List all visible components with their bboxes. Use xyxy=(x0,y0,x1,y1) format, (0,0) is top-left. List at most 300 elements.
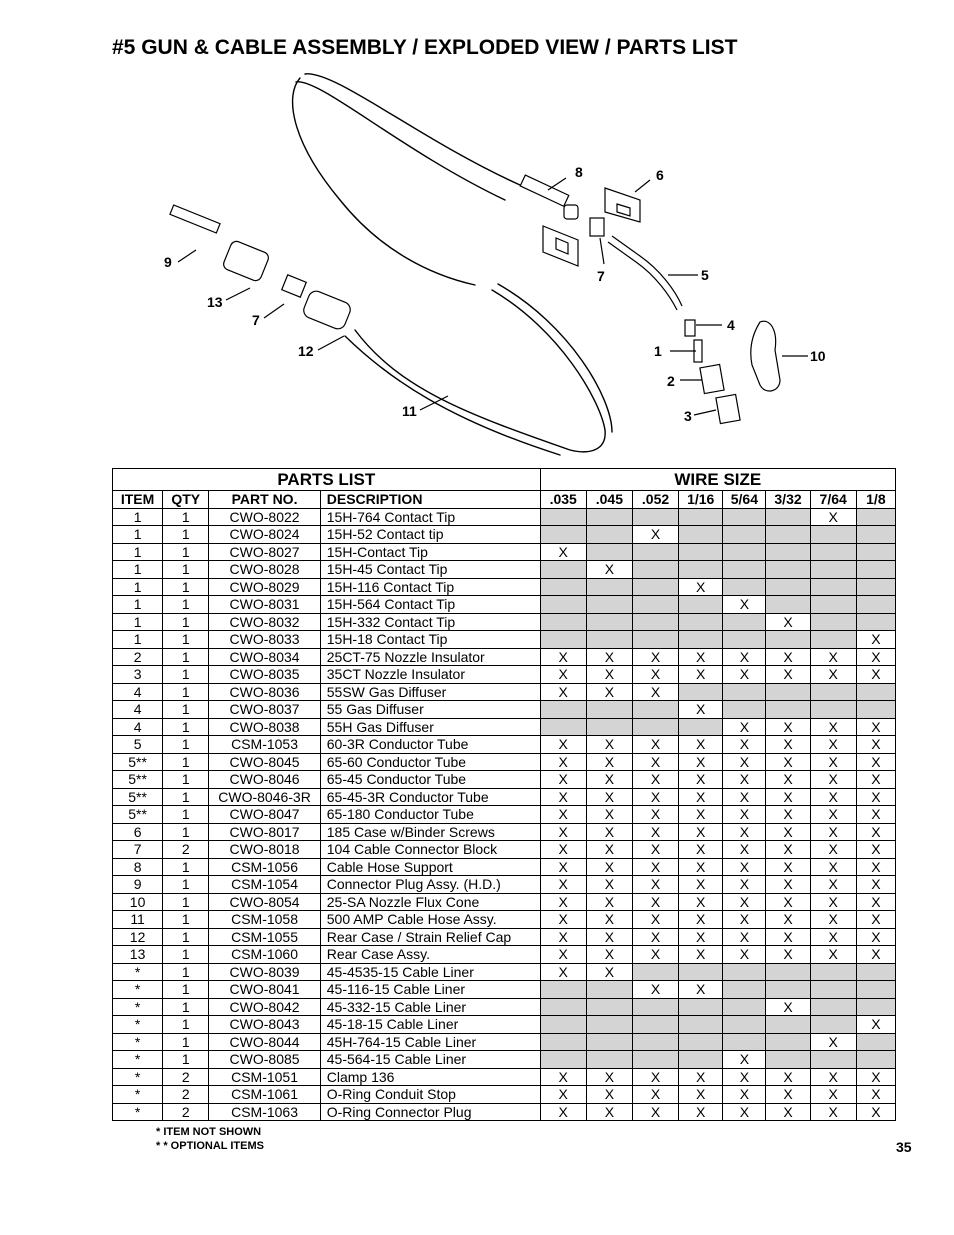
description-cell: 55 Gas Diffuser xyxy=(320,701,540,719)
wire-size-cell: X xyxy=(766,998,810,1016)
wire-size-cell xyxy=(723,526,766,544)
table-row xyxy=(113,526,896,544)
item-cell: * xyxy=(113,1033,163,1051)
item-cell: 1 xyxy=(113,596,163,614)
wire-size-cell xyxy=(632,543,678,561)
wire-size-cell: X xyxy=(586,561,632,579)
description-cell: 60-3R Conductor Tube xyxy=(320,736,540,754)
wire-size-cell xyxy=(723,543,766,561)
qty-cell: 1 xyxy=(163,648,209,666)
wire-size-cell: X xyxy=(540,911,586,929)
wire-size-cell: X xyxy=(766,876,810,894)
wire-size-cell xyxy=(679,508,723,526)
wire-size-cell xyxy=(586,578,632,596)
wire-size-cell xyxy=(766,1033,810,1051)
wire-size-cell xyxy=(856,508,895,526)
description-cell: 65-180 Conductor Tube xyxy=(320,806,540,824)
part-number-cell: CSM-1058 xyxy=(209,911,320,929)
item-cell: 11 xyxy=(113,911,163,929)
item-cell: * xyxy=(113,1086,163,1104)
wire-size-cell xyxy=(679,683,723,701)
wire-size-cell xyxy=(540,596,586,614)
qty-cell: 1 xyxy=(163,998,209,1016)
wire-size-cell: X xyxy=(766,736,810,754)
wire-size-cell xyxy=(766,1016,810,1034)
wire-size-cell: X xyxy=(810,736,856,754)
wire-size-cell xyxy=(540,561,586,579)
wire-size-cell: X xyxy=(540,788,586,806)
column-header: QTY xyxy=(163,491,209,509)
wire-size-cell: X xyxy=(810,823,856,841)
wire-size-cell xyxy=(586,1016,632,1034)
wire-size-cell: X xyxy=(679,893,723,911)
item-cell: 12 xyxy=(113,928,163,946)
table-row xyxy=(113,858,896,876)
description-cell: 45H-764-15 Cable Liner xyxy=(320,1033,540,1051)
description-cell: 15H-332 Contact Tip xyxy=(320,613,540,631)
table-row xyxy=(113,946,896,964)
table-row xyxy=(113,928,896,946)
table-row xyxy=(113,736,896,754)
part-number-cell: CWO-8031 xyxy=(209,596,320,614)
description-cell: 104 Cable Connector Block xyxy=(320,841,540,859)
wire-size-cell xyxy=(856,596,895,614)
wire-size-cell xyxy=(810,981,856,999)
callout-7: 7 xyxy=(597,268,605,284)
wire-size-cell: X xyxy=(540,1068,586,1086)
wire-size-cell: X xyxy=(723,1086,766,1104)
description-cell: O-Ring Connector Plug xyxy=(320,1103,540,1121)
item-cell: 5 xyxy=(113,736,163,754)
wire-size-cell xyxy=(856,561,895,579)
description-cell: 15H-Contact Tip xyxy=(320,543,540,561)
item-cell: * xyxy=(113,1016,163,1034)
table-row xyxy=(113,823,896,841)
qty-cell: 1 xyxy=(163,1016,209,1034)
wire-size-cell: X xyxy=(540,823,586,841)
wire-size-cell: X xyxy=(810,1033,856,1051)
part-number-cell: CWO-8032 xyxy=(209,613,320,631)
wire-size-cell xyxy=(810,683,856,701)
callout-13: 13 xyxy=(207,294,223,310)
wire-size-cell xyxy=(723,1016,766,1034)
qty-cell: 2 xyxy=(163,1068,209,1086)
wire-size-cell: X xyxy=(632,648,678,666)
wire-size-cell xyxy=(586,1051,632,1069)
qty-cell: 1 xyxy=(163,683,209,701)
table-row xyxy=(113,666,896,684)
description-cell: 45-564-15 Cable Liner xyxy=(320,1051,540,1069)
wire-size-cell: X xyxy=(540,876,586,894)
wire-size-cell: X xyxy=(810,911,856,929)
part-number-cell: CWO-8043 xyxy=(209,1016,320,1034)
part-number-cell: CWO-8022 xyxy=(209,508,320,526)
wire-size-cell: X xyxy=(540,1086,586,1104)
qty-cell: 1 xyxy=(163,578,209,596)
wire-size-cell xyxy=(766,701,810,719)
wire-size-cell: X xyxy=(723,876,766,894)
wire-size-cell: X xyxy=(679,876,723,894)
wire-size-cell: X xyxy=(766,753,810,771)
wire-size-cell xyxy=(856,613,895,631)
wire-size-cell xyxy=(810,1016,856,1034)
wire-size-cell: X xyxy=(856,753,895,771)
wire-size-cell: X xyxy=(540,841,586,859)
qty-cell: 1 xyxy=(163,823,209,841)
part-number-cell: CSM-1055 xyxy=(209,928,320,946)
wire-size-cell: X xyxy=(632,928,678,946)
table-row xyxy=(113,806,896,824)
wire-size-cell: X xyxy=(723,893,766,911)
wire-size-cell: X xyxy=(723,666,766,684)
qty-cell: 1 xyxy=(163,771,209,789)
wire-size-cell xyxy=(632,631,678,649)
part-number-cell: CWO-8027 xyxy=(209,543,320,561)
wire-size-cell: X xyxy=(856,841,895,859)
item-cell: 1 xyxy=(113,631,163,649)
wire-size-cell: X xyxy=(679,806,723,824)
wire-size-cell: X xyxy=(679,928,723,946)
wire-size-cell: X xyxy=(540,806,586,824)
table-row xyxy=(113,631,896,649)
wire-size-cell: X xyxy=(723,911,766,929)
table-row xyxy=(113,596,896,614)
wire-size-cell: X xyxy=(766,788,810,806)
wire-size-cell xyxy=(856,701,895,719)
qty-cell: 1 xyxy=(163,526,209,544)
wire-size-cell: X xyxy=(766,911,810,929)
callout-11: 11 xyxy=(402,403,417,419)
wire-size-cell: X xyxy=(586,648,632,666)
wire-size-cell: X xyxy=(766,823,810,841)
part-number-cell: CWO-8028 xyxy=(209,561,320,579)
wire-size-cell: X xyxy=(586,946,632,964)
wire-size-cell: X xyxy=(766,648,810,666)
wire-size-cell: X xyxy=(856,1103,895,1121)
wire-size-cell: X xyxy=(723,1068,766,1086)
part-number-cell: CWO-8038 xyxy=(209,718,320,736)
part-number-cell: CWO-8033 xyxy=(209,631,320,649)
wire-size-cell: X xyxy=(810,753,856,771)
wire-size-cell: X xyxy=(766,946,810,964)
callout-7: 7 xyxy=(252,312,260,328)
wire-size-cell: X xyxy=(766,893,810,911)
wire-size-cell: X xyxy=(679,981,723,999)
wire-size-cell xyxy=(632,1016,678,1034)
wire-size-cell: X xyxy=(586,1086,632,1104)
item-cell: * xyxy=(113,963,163,981)
wire-size-cell: X xyxy=(723,1103,766,1121)
item-cell: 5** xyxy=(113,771,163,789)
wire-size-cell xyxy=(679,596,723,614)
wire-size-cell xyxy=(632,1033,678,1051)
wire-size-cell: X xyxy=(586,893,632,911)
wire-size-cell: X xyxy=(810,806,856,824)
part-number-cell: CSM-1056 xyxy=(209,858,320,876)
callout-5: 5 xyxy=(701,267,709,283)
wire-size-cell xyxy=(856,683,895,701)
table-row xyxy=(113,771,896,789)
wire-size-cell xyxy=(632,596,678,614)
wire-size-cell: X xyxy=(540,648,586,666)
table-row xyxy=(113,1016,896,1034)
description-cell: Clamp 136 xyxy=(320,1068,540,1086)
part-number-cell: CWO-8034 xyxy=(209,648,320,666)
qty-cell: 1 xyxy=(163,753,209,771)
wire-size-cell: X xyxy=(810,666,856,684)
wire-size-cell xyxy=(540,631,586,649)
wire-size-cell xyxy=(723,561,766,579)
table-row xyxy=(113,788,896,806)
wire-size-cell: X xyxy=(810,893,856,911)
wire-size-cell: X xyxy=(766,771,810,789)
item-cell: 4 xyxy=(113,701,163,719)
wire-size-cell xyxy=(810,578,856,596)
wire-size-cell xyxy=(810,963,856,981)
wire-size-cell: X xyxy=(856,1068,895,1086)
table-row xyxy=(113,876,896,894)
table-row xyxy=(113,911,896,929)
wire-size-cell: X xyxy=(723,596,766,614)
wire-size-cell: X xyxy=(540,543,586,561)
wire-size-cell: X xyxy=(856,823,895,841)
wire-size-cell: X xyxy=(632,858,678,876)
wire-size-cell xyxy=(632,701,678,719)
description-cell: 45-332-15 Cable Liner xyxy=(320,998,540,1016)
item-cell: 1 xyxy=(113,508,163,526)
wire-size-cell: X xyxy=(723,806,766,824)
qty-cell: 1 xyxy=(163,876,209,894)
wire-size-cell xyxy=(856,526,895,544)
part-number-cell: CWO-8029 xyxy=(209,578,320,596)
wire-size-cell: X xyxy=(586,771,632,789)
wire-size-cell: X xyxy=(586,911,632,929)
wire-size-cell: X xyxy=(766,928,810,946)
wire-size-cell: X xyxy=(723,928,766,946)
part-number-cell: CWO-8045 xyxy=(209,753,320,771)
column-header: 1/8 xyxy=(856,491,895,509)
description-cell: Rear Case Assy. xyxy=(320,946,540,964)
wire-size-cell: X xyxy=(810,928,856,946)
item-cell: 9 xyxy=(113,876,163,894)
wire-size-cell xyxy=(540,613,586,631)
wire-size-cell xyxy=(632,561,678,579)
wire-size-cell xyxy=(766,543,810,561)
table-row xyxy=(113,841,896,859)
wire-size-cell: X xyxy=(679,736,723,754)
wire-size-cell xyxy=(586,1033,632,1051)
wire-size-cell: X xyxy=(632,1068,678,1086)
wire-size-cell: X xyxy=(632,771,678,789)
table-row xyxy=(113,718,896,736)
wire-size-cell: X xyxy=(586,963,632,981)
wire-size-cell xyxy=(586,613,632,631)
wire-size-cell: X xyxy=(586,1068,632,1086)
callout-9: 9 xyxy=(164,254,172,270)
wire-size-cell: X xyxy=(856,946,895,964)
part-number-cell: CWO-8047 xyxy=(209,806,320,824)
item-cell: 8 xyxy=(113,858,163,876)
part-number-cell: CSM-1063 xyxy=(209,1103,320,1121)
table-row xyxy=(113,701,896,719)
part-number-cell: CWO-8036 xyxy=(209,683,320,701)
description-cell: Connector Plug Assy. (H.D.) xyxy=(320,876,540,894)
part-number-cell: CWO-8039 xyxy=(209,963,320,981)
wire-size-cell: X xyxy=(723,823,766,841)
table-row xyxy=(113,613,896,631)
wire-size-cell xyxy=(679,1033,723,1051)
part-number-cell: CWO-8046-3R xyxy=(209,788,320,806)
wire-size-cell xyxy=(540,718,586,736)
description-cell: 35CT Nozzle Insulator xyxy=(320,666,540,684)
table-row xyxy=(113,753,896,771)
wire-size-cell: X xyxy=(766,858,810,876)
wire-size-cell xyxy=(723,613,766,631)
description-cell: 15H-18 Contact Tip xyxy=(320,631,540,649)
qty-cell: 1 xyxy=(163,613,209,631)
wire-size-cell xyxy=(540,526,586,544)
wire-size-cell xyxy=(723,508,766,526)
wire-size-cell xyxy=(723,578,766,596)
column-header: 3/32 xyxy=(766,491,810,509)
wire-size-cell: X xyxy=(586,1103,632,1121)
item-cell: 5** xyxy=(113,753,163,771)
wire-size-cell xyxy=(723,701,766,719)
table-row xyxy=(113,963,896,981)
qty-cell: 1 xyxy=(163,718,209,736)
qty-cell: 1 xyxy=(163,701,209,719)
qty-cell: 1 xyxy=(163,858,209,876)
wire-size-cell xyxy=(723,981,766,999)
wire-size-cell xyxy=(586,596,632,614)
wire-size-cell: X xyxy=(856,1086,895,1104)
table-row xyxy=(113,981,896,999)
wire-size-cell: X xyxy=(810,1086,856,1104)
wire-size-cell: X xyxy=(679,841,723,859)
table-header-row xyxy=(113,469,896,491)
wire-size-cell: X xyxy=(679,788,723,806)
item-cell: 1 xyxy=(113,561,163,579)
qty-cell: 1 xyxy=(163,893,209,911)
wire-size-cell xyxy=(632,508,678,526)
description-cell: 15H-764 Contact Tip xyxy=(320,508,540,526)
wire-size-cell: X xyxy=(679,1086,723,1104)
wire-size-cell xyxy=(586,631,632,649)
wire-size-cell xyxy=(679,1016,723,1034)
column-header: 5/64 xyxy=(723,491,766,509)
wire-size-cell xyxy=(540,1033,586,1051)
wire-size-cell: X xyxy=(679,946,723,964)
wire-size-cell: X xyxy=(723,648,766,666)
column-header: 7/64 xyxy=(810,491,856,509)
wire-size-cell: X xyxy=(810,841,856,859)
wire-size-cell: X xyxy=(810,788,856,806)
table-row xyxy=(113,683,896,701)
wire-size-cell: X xyxy=(856,928,895,946)
wire-size-cell xyxy=(856,981,895,999)
wire-size-cell: X xyxy=(766,1068,810,1086)
parts-list-header: PARTS LIST xyxy=(113,469,541,491)
wire-size-cell: X xyxy=(856,631,895,649)
item-cell: 1 xyxy=(113,543,163,561)
wire-size-cell xyxy=(766,963,810,981)
wire-size-cell xyxy=(679,613,723,631)
wire-size-cell xyxy=(810,543,856,561)
qty-cell: 1 xyxy=(163,981,209,999)
item-cell: 10 xyxy=(113,893,163,911)
description-cell: 45-116-15 Cable Liner xyxy=(320,981,540,999)
wire-size-cell: X xyxy=(723,841,766,859)
description-cell: 65-45-3R Conductor Tube xyxy=(320,788,540,806)
item-cell: 13 xyxy=(113,946,163,964)
wire-size-cell: X xyxy=(586,788,632,806)
qty-cell: 1 xyxy=(163,543,209,561)
wire-size-cell: X xyxy=(679,771,723,789)
qty-cell: 1 xyxy=(163,1033,209,1051)
qty-cell: 2 xyxy=(163,1103,209,1121)
wire-size-cell xyxy=(723,963,766,981)
wire-size-cell: X xyxy=(856,911,895,929)
wire-size-cell: X xyxy=(810,771,856,789)
part-number-cell: CWO-8017 xyxy=(209,823,320,841)
wire-size-cell xyxy=(586,508,632,526)
part-number-cell: CWO-8035 xyxy=(209,666,320,684)
wire-size-cell xyxy=(766,596,810,614)
wire-size-cell: X xyxy=(540,683,586,701)
qty-cell: 1 xyxy=(163,561,209,579)
wire-size-cell: X xyxy=(810,946,856,964)
description-cell: 65-60 Conductor Tube xyxy=(320,753,540,771)
wire-size-cell: X xyxy=(679,578,723,596)
column-header: PART NO. xyxy=(209,491,320,509)
part-number-cell: CSM-1053 xyxy=(209,736,320,754)
wire-size-cell xyxy=(679,631,723,649)
table-row xyxy=(113,561,896,579)
item-cell: * xyxy=(113,998,163,1016)
wire-size-cell: X xyxy=(810,876,856,894)
callout-1: 1 xyxy=(654,343,662,359)
wire-size-cell: X xyxy=(679,911,723,929)
item-cell: 6 xyxy=(113,823,163,841)
wire-size-cell: X xyxy=(766,1086,810,1104)
wire-size-cell xyxy=(856,578,895,596)
wire-size-cell: X xyxy=(810,718,856,736)
wire-size-cell xyxy=(586,526,632,544)
wire-size-cell xyxy=(540,981,586,999)
column-header: 1/16 xyxy=(679,491,723,509)
item-cell: 2 xyxy=(113,648,163,666)
wire-size-cell: X xyxy=(856,858,895,876)
wire-size-header: WIRE SIZE xyxy=(540,469,895,491)
wire-size-cell: X xyxy=(632,736,678,754)
part-number-cell: CSM-1061 xyxy=(209,1086,320,1104)
table-row xyxy=(113,1033,896,1051)
wire-size-cell xyxy=(586,718,632,736)
part-number-cell: CWO-8037 xyxy=(209,701,320,719)
part-number-cell: CWO-8046 xyxy=(209,771,320,789)
wire-size-cell: X xyxy=(586,736,632,754)
wire-size-cell: X xyxy=(540,946,586,964)
wire-size-cell: X xyxy=(766,1103,810,1121)
wire-size-cell: X xyxy=(856,771,895,789)
wire-size-cell: X xyxy=(586,666,632,684)
callout-3: 3 xyxy=(684,408,692,424)
item-cell: * xyxy=(113,981,163,999)
wire-size-cell xyxy=(679,543,723,561)
wire-size-cell xyxy=(723,683,766,701)
wire-size-cell: X xyxy=(766,806,810,824)
wire-size-cell xyxy=(766,578,810,596)
